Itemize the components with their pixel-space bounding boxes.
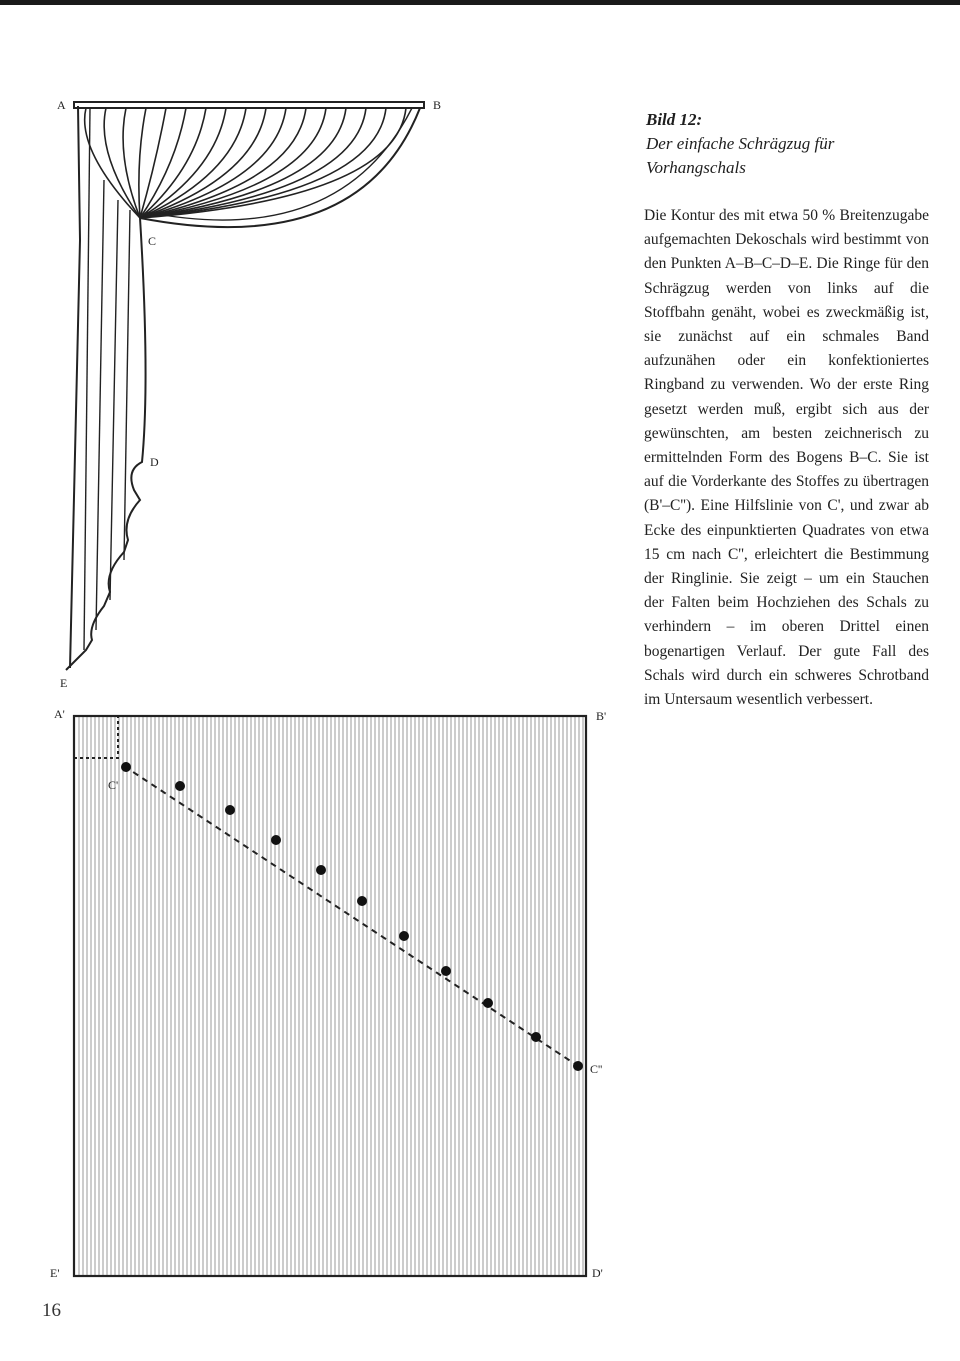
body-paragraph: Die Kontur des mit etwa 50 % Breitenzugabe aufgemachten Dekoschals wird bestimmt von den Punkten A–B–C–D–E. Die Ringe für den Schrägzug werden von links auf die Stoffbahn genäht, wobei es zweckmäßig ist, sie zunächst auf ein schmales Band aufzunähen oder ein konfektioniertes Ringband zu verwenden. Wo der erste Ring gesetzt werden muß, ergibt sich aus der gewünschten, am besten zeichnerisch zu ermittelnden Form des Bogens B–C. Sie ist auf die Vorderkante des Stoffes zu übertragen (B'–C''). Eine Hilfslinie von C', und zwar ab Ecke des einpunktierten Quadrates von etwa 15 cm nach C'', erleichtert die Bestimmung der Ringlinie. Sie zeigt – um ein Stauchen der Falten beim Hochziehen des Schals zu verhindern – im oberen Drittel einen bogenartigen Verlauf. Der gute Fall des Schals wird durch ein schweres Schrotband im Untersaum wesentlich verbessert. (644, 207, 929, 709)
label-b: B (433, 98, 442, 112)
swag-folds (85, 108, 406, 218)
ring-dot (531, 1032, 541, 1042)
label-a: A (57, 98, 66, 112)
caption-subtitle: Der einfache Schrägzug für Vorhangschals (646, 134, 835, 177)
ring-dot (121, 762, 131, 772)
ring-dot (271, 835, 281, 845)
ring-dot (357, 896, 367, 906)
fabric-stripes (79, 717, 583, 1275)
ring-dot (175, 781, 185, 791)
ring-dot (573, 1061, 583, 1071)
figure-caption (646, 108, 928, 180)
caption-title: Bild 12: (646, 110, 703, 129)
label-e-prime: E' (50, 1266, 60, 1280)
label-c-prime: C' (108, 778, 119, 792)
tail-fold (110, 200, 118, 600)
swag-fold (140, 108, 366, 218)
tail-fold (96, 180, 104, 630)
label-b-prime: B' (596, 709, 607, 723)
ring-dot (316, 865, 326, 875)
tail-left-edge (70, 106, 80, 668)
ring-dot (441, 966, 451, 976)
label-d: D (150, 455, 159, 469)
ring-dot (483, 998, 493, 1008)
label-e: E (60, 676, 68, 690)
ring-dot (225, 805, 235, 815)
tail-fold (84, 108, 90, 650)
swag-fold (85, 108, 140, 218)
label-d-prime: D' (592, 1266, 603, 1280)
label-c-double-prime: C'' (590, 1062, 603, 1076)
ring-dot (399, 931, 409, 941)
page-number: 16 (42, 1300, 61, 1321)
tail-fold (124, 210, 130, 560)
label-c: C (148, 234, 157, 248)
label-a-prime: A' (54, 707, 65, 721)
curtain-rod (74, 102, 424, 108)
